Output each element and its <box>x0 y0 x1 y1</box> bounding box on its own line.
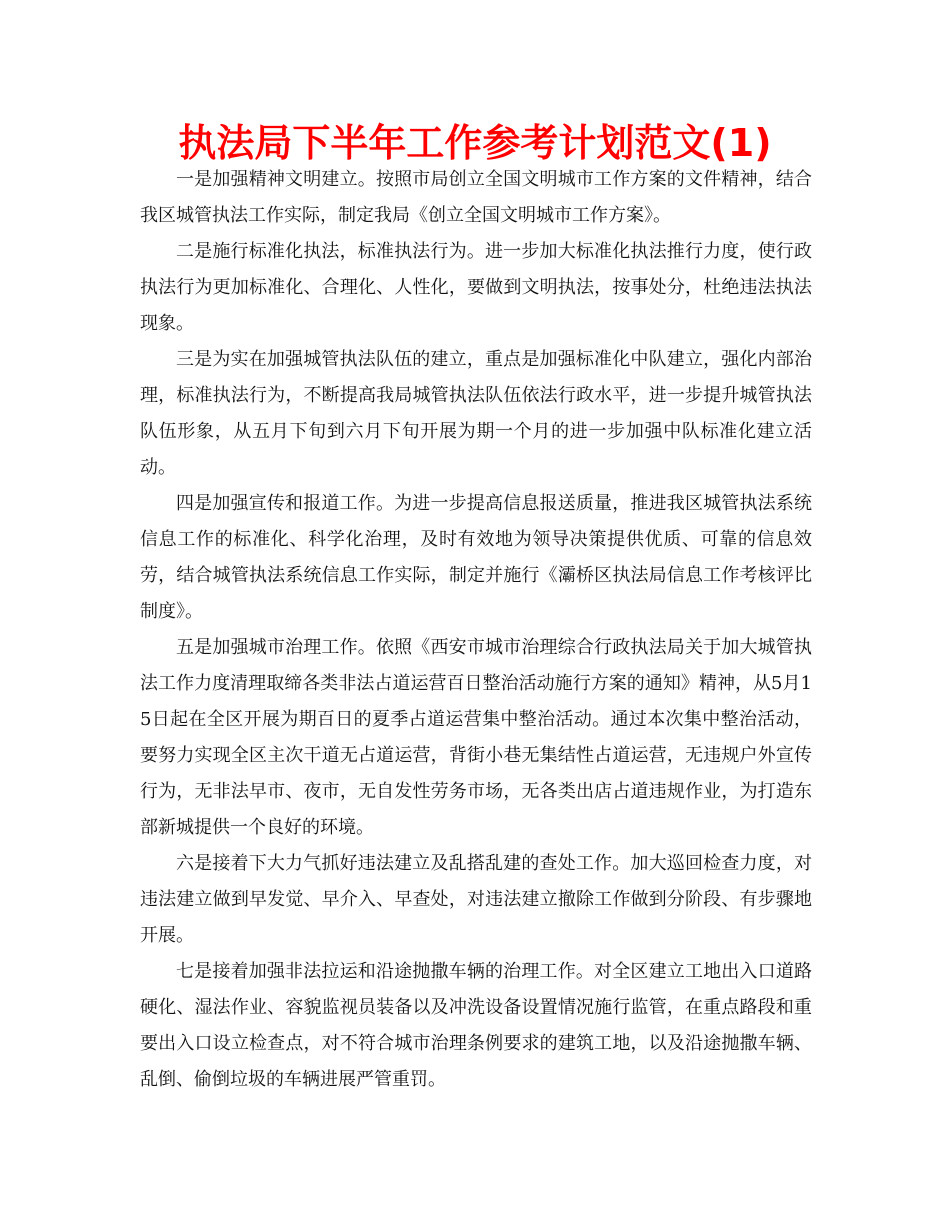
paragraph-1: 一是加强精神文明建立。按照市局创立全国文明城市工作方案的文件精神，结合我区城管执法工作实际，制定我局《创立全国文明城市工作方案》。 <box>140 169 812 226</box>
paragraph-4: 四是加强宣传和报道工作。为进一步提高信息报送质量，推进我区城管执法系统信息工作的标准化、科学化治理，及时有效地为领导决策提供优质、可靠的信息效劳，结合城管执法系统信息工作实际，制定并施行《灞桥区执法局信息工作考核评比制度》。 <box>140 493 812 622</box>
paragraph-2: 二是施行标准化执法，标准执法行为。进一步加大标准化执法推行力度，使行政执法行为更加标准化、合理化、人性化，要做到文明执法，按事处分，杜绝违法执法现象。 <box>140 241 812 334</box>
paragraph-3: 三是为实在加强城管执法队伍的建立，重点是加强标准化中队建立，强化内部治理，标准执法行为，不断提高我局城管执法队伍依法行政水平，进一步提升城管执法队伍形象，从五月下旬到六月下旬开展为期一个月的进一步加强中队标准化建立活动。 <box>140 349 812 478</box>
document-body <box>140 162 812 1098</box>
paragraph-7: 七是接着加强非法拉运和沿途抛撒车辆的治理工作。对全区建立工地出入口道路硬化、湿法作业、容貌监视员装备以及冲洗设备设置情况施行监管，在重点路段和重要出入口设立检查点，对不符合城市治理条例要求的建筑工地，以及沿途抛撒车辆、乱倒、偷倒垃圾的车辆进展严管重罚。 <box>140 961 812 1090</box>
paragraph-6: 六是接着下大力气抓好违法建立及乱搭乱建的查处工作。加大巡回检查力度，对违法建立做到早发觉、早介入、早查处，对违法建立撤除工作做到分阶段、有步骤地开展。 <box>140 853 812 946</box>
paragraph-5: 五是加强城市治理工作。依照《西安市城市治理综合行政执法局关于加大城管执法工作力度清理取缔各类非法占道运营百日整治活动施行方案的通知》精神，从5月15日起在全区开展为期百日的夏季占道运营集中整治活动。通过本次集中整治活动，要努力实现全区主次干道无占道运营，背街小巷无集结性占道运营，无违规户外宣传行为，无非法早市、夜市，无自发性劳务市场，无各类出店占道违规作业，为打造东部新城提供一个良好的环境。 <box>140 637 812 838</box>
document-title: 执法局下半年工作参考计划范文(1) <box>178 121 772 165</box>
